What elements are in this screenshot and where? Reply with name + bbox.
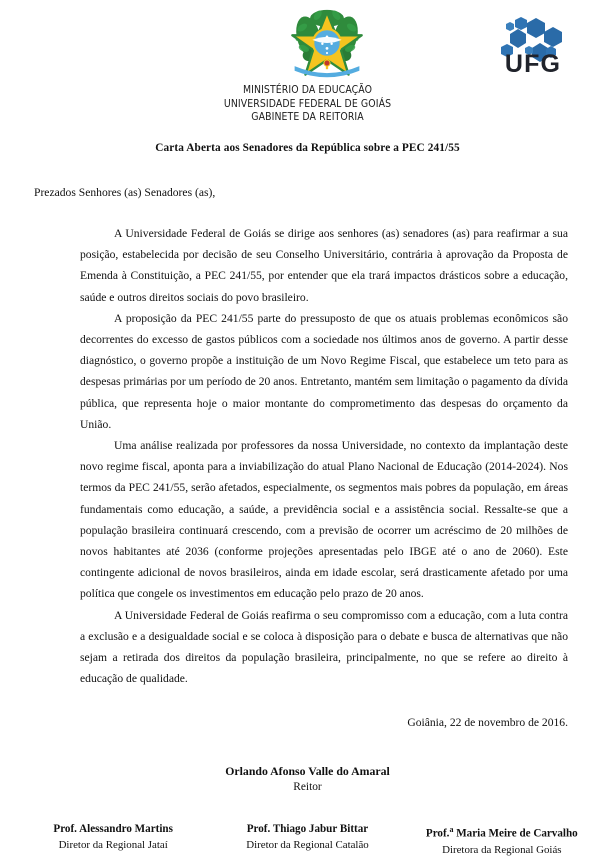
- director-name: Prof. Thiago Jabur Bittar: [246, 823, 369, 836]
- rector-role: Reitor: [293, 781, 322, 794]
- org-line-university: UNIVERSIDADE FEDERAL DE GOIÁS: [223, 97, 392, 110]
- org-line-office: GABINETE DA REITORIA: [251, 111, 364, 124]
- org-line-ministry: MINISTÉRIO DA EDUCAÇÃO: [242, 84, 373, 96]
- paragraph-2: A proposição da PEC 241/55 parte do pressuposto de que os atuais problemas econômicos são decorrentes do excesso de gastos públicos com a sociedade nos últimos anos de governo. A partir desse diagnóstico, o governo propõe a instituição de um Novo Regime Fiscal, que estabelece um teto para as despesas primárias por um período de 20 anos. Entretanto, mantém sem limitação o pagamento da dívida pública, que representa hoje o maior montante do comprometimento das despesas do orçamento da União.: [80, 311, 568, 431]
- paragraph-4: A Universidade Federal de Goiás reafirma o seu compromisso com a educação, com a luta contra a exclusão e a desigualdade social e se coloca à disposição para o debate e busca de alternativas que não sejam a retirada dos direitos da população brasileira, principalmente, no que se refere ao direito à educação de qualidade.: [80, 608, 568, 686]
- director-role: Diretora da Regional Goiás: [442, 843, 562, 856]
- paragraph-1: A Universidade Federal de Goiás se dirige aos senhores (as) senadores (as) para reafirmar a sua posição, estabelecida por decisão de seu Conselho Universitário, contrária à aprovação da Proposta de Emenda à Constituição, a PEC 241/55, por entender que ela trará impactos drásticos sobre a educação, saúde e outros direitos sociais do povo brasileiro.: [80, 227, 568, 304]
- organization-heading: [0, 84, 615, 125]
- director-name: [405, 822, 599, 842]
- director-role: Diretor da Regional Catalão: [246, 838, 369, 851]
- director-role: Diretor da Regional Jataí: [58, 838, 168, 851]
- director-signatures: [16, 822, 599, 858]
- salutation: Prezados Senhores (as) Senadores (as),: [34, 186, 216, 199]
- date-line: Goiânia, 22 de novembro de 2016.: [407, 716, 568, 730]
- director-name-ordinal: a: [449, 825, 454, 835]
- rector-signature: [0, 763, 615, 795]
- director-block-catalao: [210, 822, 404, 858]
- letterhead: [0, 0, 615, 128]
- director-name-prefix: Prof.: [425, 828, 450, 841]
- director-name-rest: Maria Meire de Carvalho: [453, 828, 578, 841]
- paragraph-3: Uma análise realizada por professores da nossa Universidade, no contexto da implantação deste novo regime fiscal, aponta para a inviabilização do atual Plano Nacional de Educação (2014-2024). Nos termos da PEC 241/55, serão afetados, especialmente, os segmentos mais pobres da população, em áreas fundamentais como educação, a saúde, a previdência social e a assistência social. Ressalte-se que a população brasileira continuará crescendo, com a previsão de ocorrer um acréscimo de 20 milhões de novos habitantes até 2036 (conforme projeções apresentadas pelo IBGE até o ano de 2060). Este contingente adicional de novos brasileiros, ainda em idade escolar, será drasticamente afetado por uma política que congele os investimentos em educação pelo prazo de 20 anos.: [80, 439, 568, 601]
- document-title: Carta Aberta aos Senadores da República sobre a PEC 241/55: [155, 142, 460, 154]
- ufg-wordmark: UFG: [504, 50, 562, 78]
- director-name: Prof. Alessandro Martins: [53, 823, 173, 836]
- coat-of-arms-icon: [288, 6, 366, 80]
- letter-body: [80, 223, 568, 689]
- director-block-jatai: [16, 822, 210, 858]
- director-block-goias: [405, 822, 599, 858]
- rector-name: Orlando Afonso Valle do Amaral: [225, 764, 390, 779]
